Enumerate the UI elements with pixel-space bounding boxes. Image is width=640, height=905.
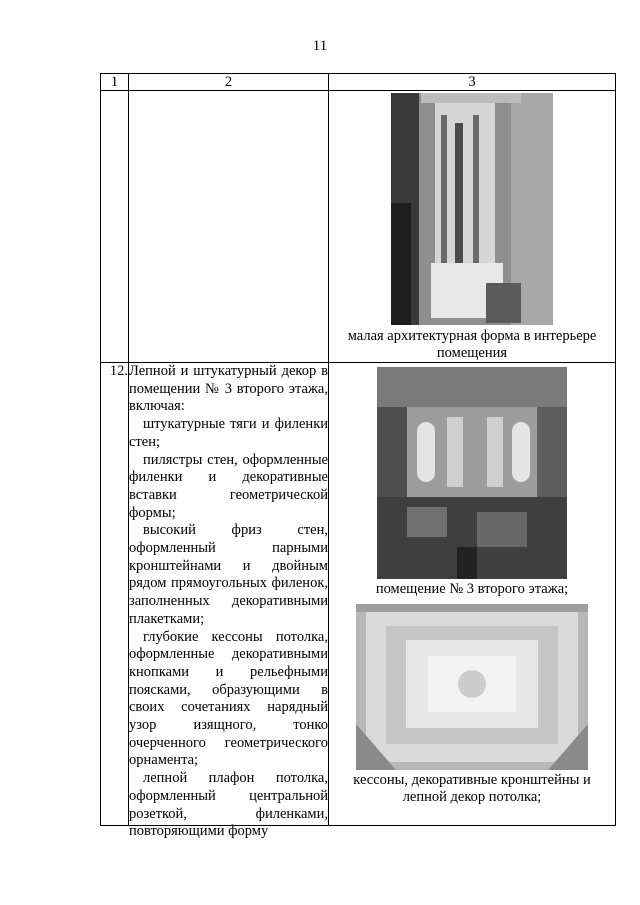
- header-col-2: 2: [129, 74, 329, 91]
- description-text: [129, 363, 328, 840]
- caption-small-architectural-form: малая архитектурная форма в интерьере помещения: [347, 328, 597, 361]
- row-description: [129, 363, 329, 840]
- description-item: высокий фриз стен, оформленный парными кронштейнами и двойным рядом прямоугольных филенок, заполненных декоративными плакетками;: [129, 522, 328, 627]
- photo-room-3-second-floor: [377, 367, 567, 579]
- monument-description-table: [100, 73, 616, 840]
- row-description-empty: [129, 91, 329, 363]
- table-row-continued: [101, 91, 616, 363]
- row-number-empty: [101, 91, 129, 363]
- row-number: 12.: [101, 363, 129, 826]
- photo-ceiling-coffers: [356, 604, 588, 770]
- header-col-1: 1: [101, 74, 129, 91]
- page-number: 11: [312, 38, 328, 54]
- header-col-3: 3: [329, 74, 616, 91]
- table-header-row: [101, 74, 616, 91]
- caption-ceiling-coffers: кессоны, декоративные кронштейны и лепной декор потолка;: [353, 772, 591, 805]
- description-item: пилястры стен, оформленные филенки и декоративные вставки геометрической формы;: [129, 451, 328, 521]
- description-item: глубокие кессоны потолка, оформленные декоративными кнопками и рельефными поясками, образующими в своих сочетаниях нарядный узор изящного, тонко очерченного геометрического орнамента;: [129, 628, 328, 769]
- description-item: штукатурные тяги и филенки стен;: [129, 416, 328, 450]
- row-illustrations: [329, 363, 616, 826]
- caption-room-3: помещение № 3 второго этажа;: [375, 581, 569, 597]
- description-intro: Лепной и штукатурный декор в помещении № 3 второго этажа, включая:: [129, 363, 328, 415]
- description-item: лепной плафон потолка, оформленный центральной розеткой, филенками, повторяющими форму: [129, 770, 328, 840]
- table-row-12: [101, 363, 616, 826]
- photo-small-architectural-form: [391, 93, 553, 325]
- row-illustration: [329, 91, 616, 363]
